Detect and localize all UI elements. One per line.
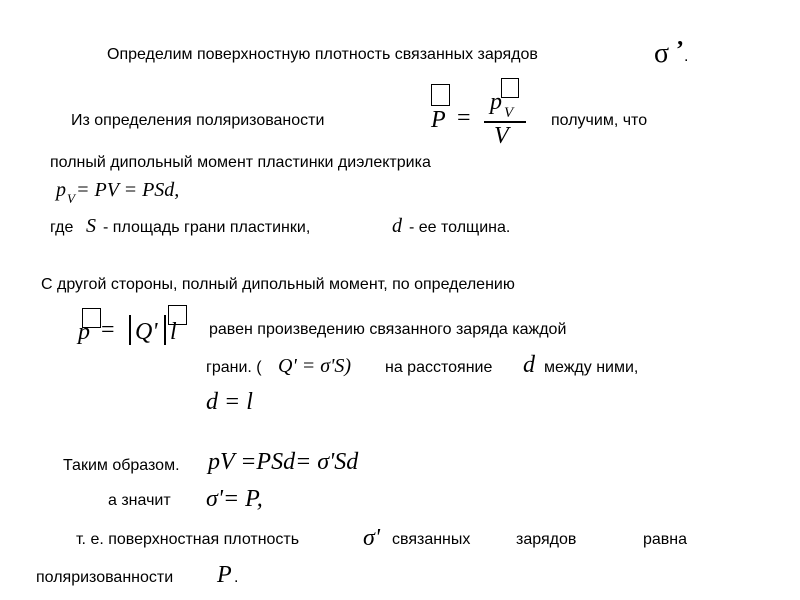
dipole-def-equals: =	[101, 317, 115, 343]
other-side-text: С другой стороны, полный дипольный момент, по определению	[41, 276, 515, 293]
thus-formula: pV =PSd= σ'Sd	[208, 449, 359, 475]
dipole-def-line2-d: d	[523, 352, 535, 378]
polarization-equals: =	[457, 105, 471, 131]
polarization-intro: Из определения поляризованости	[71, 112, 325, 129]
dipole-formula-rest: = PV = PSd,	[76, 179, 180, 201]
means-formula: σ'= P,	[206, 486, 263, 512]
polarization-numerator-sub: V	[504, 105, 514, 121]
dipole-line: полный дипольный момент пластинки диэлектрика	[50, 154, 431, 171]
where-S: S	[86, 215, 96, 237]
polarization-lhs: P	[431, 107, 446, 133]
dipole-def-line2-mid: на расстояние	[385, 359, 493, 376]
heading-sigma: σ	[654, 38, 670, 69]
where-mid: - площадь грани пластинки,	[103, 219, 311, 236]
conclusion-sigma: σ'	[363, 525, 380, 551]
where-post: - ее толщина.	[409, 219, 511, 236]
dipole-def-line3: d = l	[206, 389, 253, 415]
conclusion-w3: зарядов	[516, 531, 577, 548]
where-d: d	[392, 215, 402, 237]
conclusion-w1: т. е. поверхностная плотность	[76, 531, 300, 548]
dipole-formula-sub: V	[67, 191, 75, 206]
conclusion-end: .	[234, 569, 239, 586]
dipole-def-l: l	[170, 319, 177, 345]
vector-arrow-placeholder-icon	[501, 78, 519, 98]
heading-end: .	[684, 48, 689, 65]
dipole-def-lhs: p	[78, 319, 90, 345]
dipole-def-line2-post: между ними,	[544, 359, 639, 376]
dipole-def-line2-pre: грани. (	[206, 359, 262, 376]
polarization-denominator: V	[494, 123, 509, 149]
polarization-numerator: p	[490, 89, 502, 115]
polarization-outro: получим, что	[551, 112, 648, 129]
vector-arrow-placeholder-icon	[431, 84, 450, 106]
conclusion-w2: связанных	[392, 531, 471, 548]
dipole-def-line2-formula: Q' = σ'S)	[278, 355, 352, 377]
abs-bar-left	[129, 315, 131, 345]
abs-bar-right	[164, 315, 166, 345]
conclusion-w4: равна	[643, 531, 688, 548]
conclusion-line2: поляризованности	[36, 569, 174, 586]
thus-pre: Таким образом.	[63, 457, 180, 474]
heading-text: Определим поверхностную плотность связанных зарядов	[107, 46, 538, 63]
heading-prime: ’	[676, 37, 684, 63]
conclusion-P: P	[217, 562, 232, 588]
where-pre: где	[50, 219, 74, 236]
dipole-formula-p: p	[56, 179, 66, 201]
dipole-def-charge: Q'	[135, 319, 158, 345]
means-pre: а значит	[108, 492, 171, 509]
dipole-def-line1: равен произведению связанного заряда каждой	[209, 321, 567, 338]
